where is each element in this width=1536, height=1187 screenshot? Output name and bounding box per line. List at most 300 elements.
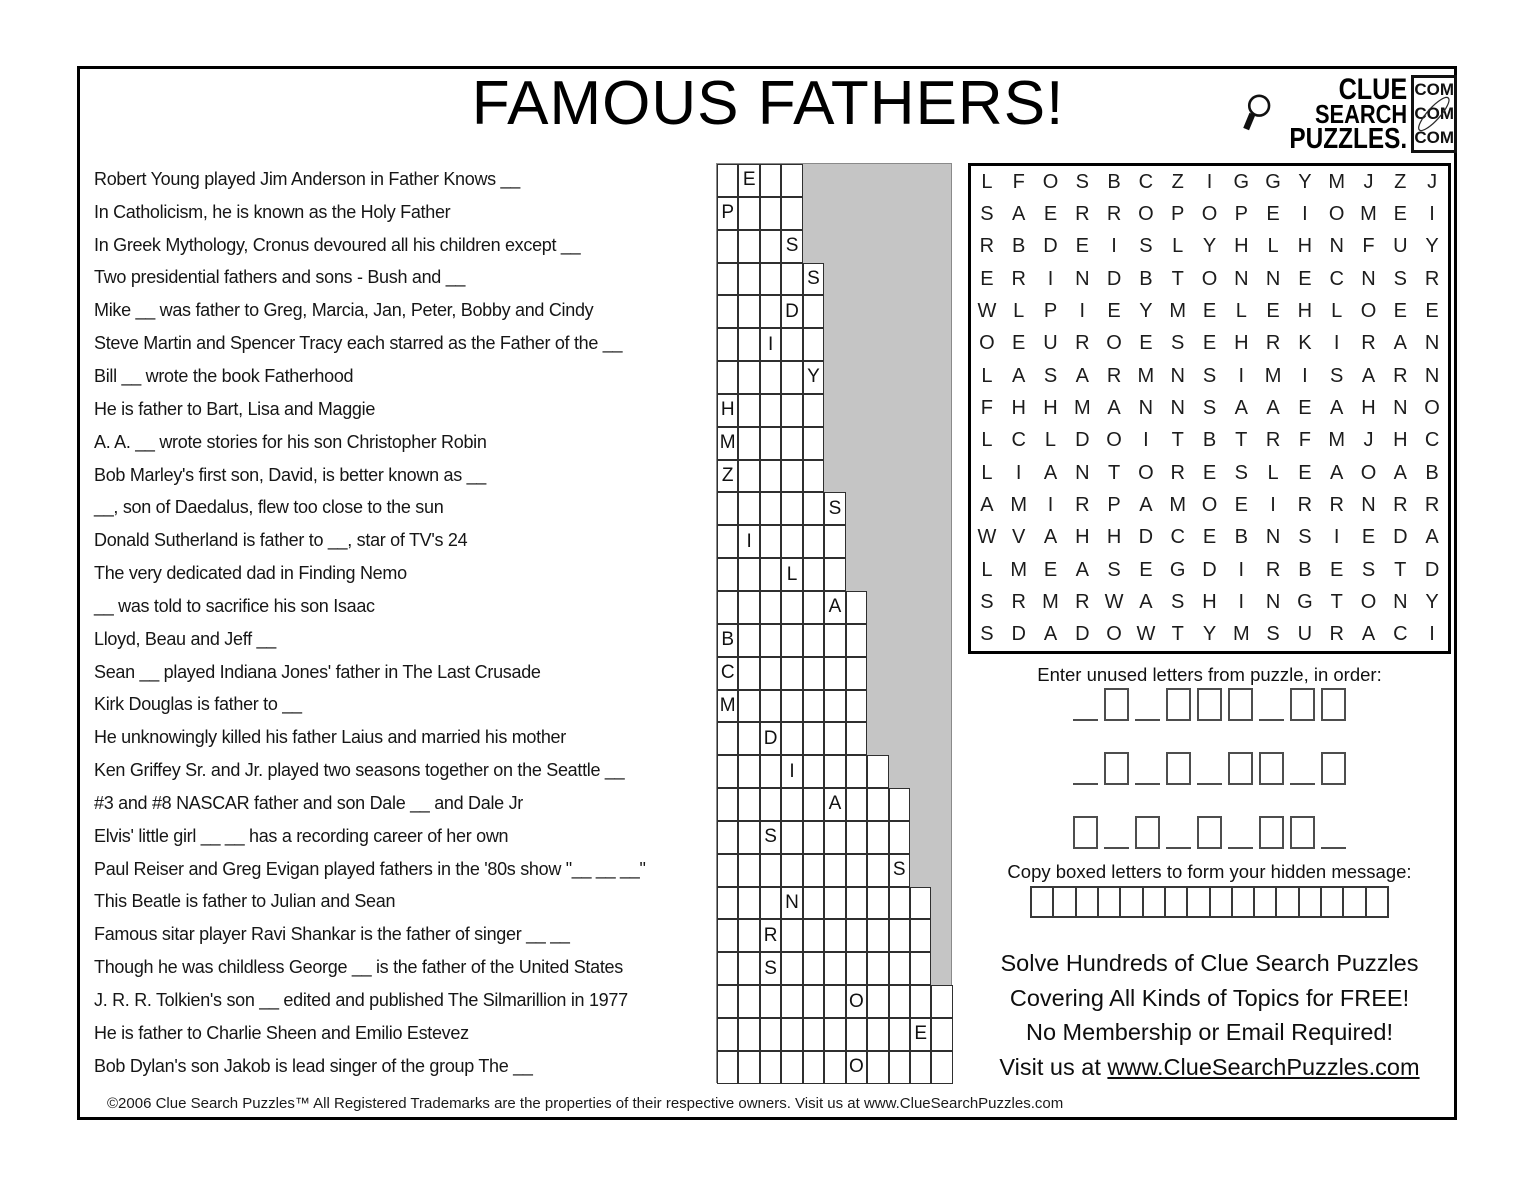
wordsearch-grid	[968, 163, 1451, 654]
crossword-cell	[803, 985, 824, 1018]
crossword-cell	[760, 197, 781, 230]
crossword-cell	[738, 952, 759, 985]
wordsearch-letter: A	[1075, 558, 1089, 581]
clue-text: Famous sitar player Ravi Shankar is the father of singer __ __	[94, 924, 570, 945]
crossword-cell	[803, 525, 824, 558]
crossword-cell	[803, 427, 824, 460]
wordsearch-letter: F	[980, 396, 993, 419]
crossword-cell	[760, 591, 781, 624]
crossword-cell	[867, 952, 888, 985]
wordsearch-letter: J	[1427, 170, 1438, 193]
letter-box	[1104, 688, 1129, 721]
crossword-cell	[867, 755, 888, 788]
clue-text: Elvis' little girl __ __ has a recording career of her own	[94, 825, 509, 846]
logo-com-letter: C	[1414, 128, 1427, 147]
crossword-cell	[760, 887, 781, 920]
wordsearch-letter: E	[1266, 202, 1280, 225]
crossword-cell	[803, 1051, 824, 1084]
logo-com-letter: O	[1426, 80, 1440, 99]
wordsearch-letter: N	[1170, 364, 1185, 387]
wordsearch-letter: L	[981, 461, 993, 484]
wordsearch-letter: S	[1361, 558, 1376, 581]
wordsearch-letter: H	[1393, 429, 1408, 452]
wordsearch-letter: A	[1012, 364, 1026, 387]
wordsearch-letter: I	[1111, 235, 1117, 258]
wordsearch-letter: T	[1235, 429, 1248, 452]
crossword-cell	[846, 952, 867, 985]
wordsearch-letter: O	[1424, 396, 1440, 419]
wordsearch-letter: N	[1393, 590, 1408, 613]
wordsearch-letter: Y	[1298, 170, 1312, 193]
wordsearch-letter: T	[1171, 429, 1184, 452]
crossword-row	[717, 624, 951, 657]
wordsearch-letter: E	[980, 267, 994, 290]
crossword-cell	[760, 558, 781, 591]
wordsearch-letter: A	[1043, 623, 1058, 646]
wordsearch-letter: C	[1170, 526, 1185, 549]
wordsearch-letter: W	[1104, 590, 1124, 613]
crossword-cell	[717, 591, 738, 624]
clue-text: Mike __ was father to Greg, Marcia, Jan, Peter, Bobby and Cindy	[94, 300, 594, 321]
wordsearch-letter: W	[1136, 623, 1156, 646]
wordsearch-letter: L	[1267, 461, 1279, 484]
wordsearch-letter: N	[1234, 267, 1249, 290]
wordsearch-letter: N	[1075, 267, 1090, 290]
hidden-message-box	[1030, 886, 1054, 918]
wordsearch-letter: A	[1234, 396, 1248, 419]
clue-text: Two presidential fathers and sons - Bush and __	[94, 267, 466, 288]
crossword-cell	[760, 230, 781, 263]
crossword-cell: Y	[803, 361, 824, 394]
crossword-row	[717, 361, 951, 394]
crossword-cell	[738, 788, 759, 821]
wordsearch-letter: D	[1393, 526, 1408, 549]
crossword-cell	[803, 854, 824, 887]
crossword-cell	[846, 887, 867, 920]
logo-com-letter: C	[1414, 104, 1427, 123]
clue-text: __, son of Daedalus, flew too close to the sun	[94, 497, 444, 518]
crossword-cell	[781, 197, 802, 230]
crossword-row	[717, 755, 951, 788]
wordsearch-letter: H	[1011, 396, 1026, 419]
wordsearch-letter: I	[1238, 558, 1245, 581]
crossword-cell	[889, 919, 910, 952]
clue-text: __ was told to sacrifice his son Isaac	[94, 595, 375, 616]
crossword-row	[717, 821, 951, 854]
crossword-cell	[803, 558, 824, 591]
wordsearch-letter: H	[1106, 526, 1122, 549]
wordsearch-letter: N	[1265, 267, 1281, 290]
crossword-cell: M	[717, 427, 738, 460]
wordsearch-letter: A	[1330, 396, 1344, 419]
crossword-cell	[867, 854, 888, 887]
wordsearch-letter: O	[1328, 202, 1345, 225]
crossword-cell	[803, 690, 824, 723]
crossword-cell	[717, 295, 738, 328]
wordsearch-letter: S	[1202, 364, 1217, 387]
wordsearch-letter: N	[1075, 461, 1090, 484]
crossword-cell	[803, 624, 824, 657]
wordsearch-letter: R	[979, 235, 995, 258]
logo-com-letter: C	[1414, 80, 1427, 99]
crossword-row	[717, 394, 951, 427]
wordsearch-letter: E	[1202, 299, 1217, 322]
letter-box	[1135, 816, 1160, 849]
letter-blank	[1073, 752, 1098, 785]
crossword-cell	[738, 887, 759, 920]
crossword-cell	[717, 492, 738, 525]
wordsearch-letter: A	[1330, 461, 1344, 484]
wordsearch-letter: E	[1393, 202, 1407, 225]
wordsearch-letter: O	[979, 332, 995, 355]
wordsearch-letter: L	[981, 429, 993, 452]
wordsearch-letter: R	[1075, 493, 1090, 516]
crossword-cell	[824, 1051, 845, 1084]
wordsearch-letter: C	[1393, 623, 1408, 646]
crossword-cell	[781, 427, 802, 460]
wordsearch-letter: S	[980, 623, 994, 646]
crossword-cell	[824, 887, 845, 920]
wordsearch-letter: A	[1043, 461, 1058, 484]
crossword-cell	[738, 1051, 759, 1084]
crossword-cell	[760, 394, 781, 427]
promo-visit-line	[953, 1050, 1466, 1085]
clue-search-puzzles-logo	[1243, 72, 1457, 156]
crossword-cell	[824, 985, 845, 1018]
wordsearch-letter: O	[1106, 623, 1122, 646]
clue-text: He unknowingly killed his father Laius and married his mother	[94, 727, 566, 748]
crossword-cell	[889, 821, 910, 854]
wordsearch-letter: I	[1238, 590, 1245, 613]
wordsearch-letter: R	[1106, 202, 1122, 225]
wordsearch-letter: S	[1043, 364, 1058, 387]
clue-text: J. R. R. Tolkien's son __ edited and published The Silmarillion in 1977	[94, 990, 628, 1011]
crossword-cell	[889, 985, 910, 1018]
wordsearch-letter: S	[1393, 267, 1407, 290]
wordsearch-letter: R	[1393, 364, 1408, 387]
crossword-cell	[738, 230, 759, 263]
crossword-cell	[867, 919, 888, 952]
wordsearch-letter: G	[1297, 590, 1313, 613]
word-circle-icon	[1414, 78, 1454, 150]
wordsearch-letter: A	[1393, 332, 1407, 355]
wordsearch-letter: E	[1012, 332, 1026, 355]
crossword-cell	[760, 1051, 781, 1084]
crossword-cell	[738, 361, 759, 394]
letter-box	[1321, 752, 1346, 785]
clue-text: Kirk Douglas is father to __	[94, 694, 302, 715]
wordsearch-letter: A	[1075, 364, 1089, 387]
wordsearch-letter: B	[1012, 235, 1026, 258]
wordsearch-letter: N	[1265, 590, 1281, 613]
wordsearch-letter: N	[1361, 267, 1376, 290]
letter-box	[1321, 688, 1346, 721]
crossword-row	[717, 427, 951, 460]
wordsearch-letter: P	[1234, 202, 1248, 225]
hidden-message-box	[1298, 886, 1322, 918]
crossword-cell	[760, 1018, 781, 1051]
crossword-cell: S	[824, 492, 845, 525]
promo-block	[953, 946, 1466, 1084]
wordsearch-letter: E	[1266, 299, 1280, 322]
wordsearch-letter: Y	[1139, 299, 1153, 322]
wordsearch-letter: D	[1043, 235, 1058, 258]
crossword-row	[717, 657, 951, 690]
hidden-message-box	[1164, 886, 1188, 918]
unused-slot-row	[968, 688, 1451, 721]
crossword-cell	[781, 164, 802, 197]
wordsearch-letter: Y	[1202, 623, 1217, 646]
clue-text: A. A. __ wrote stories for his son Christopher Robin	[94, 431, 487, 452]
wordsearch-letter: O	[1201, 202, 1218, 225]
wordsearch-letter: E	[1202, 526, 1217, 549]
wordsearch-letter: N	[1424, 364, 1440, 387]
clue-text: #3 and #8 NASCAR father and son Dale __ and Dale Jr	[94, 792, 523, 813]
crossword-cell	[738, 460, 759, 493]
promo-visit-link[interactable]: www.ClueSearchPuzzles.com	[1107, 1053, 1420, 1080]
wordsearch-letter: I	[1302, 202, 1308, 225]
wordsearch-letter: J	[1363, 170, 1374, 193]
wordsearch-letter: D	[1106, 267, 1122, 290]
wordsearch-letter: B	[1425, 461, 1439, 484]
crossword-cell	[824, 1018, 845, 1051]
crossword-cell	[867, 985, 888, 1018]
crossword-cell	[760, 460, 781, 493]
letter-blank	[1228, 816, 1253, 849]
crossword-cell	[846, 624, 867, 657]
letter-box	[1197, 688, 1222, 721]
crossword-cell	[824, 624, 845, 657]
crossword-cell	[738, 591, 759, 624]
wordsearch-letter: R	[1170, 461, 1185, 484]
crossword-cell	[803, 821, 824, 854]
wordsearch-letter: A	[1361, 623, 1376, 646]
crossword-cell	[760, 985, 781, 1018]
crossword-cell	[760, 263, 781, 296]
crossword-cell	[803, 755, 824, 788]
wordsearch-letter: M	[1042, 590, 1059, 613]
crossword-cell	[781, 591, 802, 624]
crossword-cell	[867, 1051, 888, 1084]
wordsearch-letter: I	[1047, 267, 1054, 290]
wordsearch-letter: M	[1137, 364, 1155, 387]
wordsearch-letter: C	[1011, 429, 1026, 452]
crossword-cell	[781, 624, 802, 657]
hidden-message-instruction: Copy boxed letters to form your hidden message:	[1007, 861, 1412, 882]
crossword-cell	[781, 263, 802, 296]
wordsearch-letter: N	[1393, 396, 1408, 419]
letter-blank	[1259, 688, 1284, 721]
crossword-cell: S	[760, 952, 781, 985]
wordsearch-letter: T	[1171, 267, 1184, 290]
logo-com-letter: O	[1426, 128, 1440, 147]
wordsearch-letter: R	[1106, 364, 1122, 387]
crossword-cell	[803, 591, 824, 624]
crossword-cell	[781, 788, 802, 821]
crossword-cell	[846, 755, 867, 788]
crossword-cell	[803, 1018, 824, 1051]
wordsearch-letter: R	[1329, 623, 1344, 646]
wordsearch-letter: R	[1393, 493, 1408, 516]
clue-text: Robert Young played Jim Anderson in Father Knows __	[94, 168, 520, 189]
crossword-row	[717, 985, 951, 1018]
wordsearch-letter: G	[1233, 170, 1250, 193]
crossword-cell	[760, 690, 781, 723]
crossword-cell	[738, 821, 759, 854]
crossword-cell: S	[803, 263, 824, 296]
wordsearch-letter: D	[1011, 623, 1026, 646]
wordsearch-letter: A	[1012, 202, 1026, 225]
crossword-cell: L	[781, 558, 802, 591]
crossword-cell	[781, 919, 802, 952]
hidden-message-box	[1320, 886, 1344, 918]
wordsearch-letter: L	[1172, 235, 1184, 258]
crossword-cell	[846, 690, 867, 723]
promo-visit-prefix: Visit us at	[999, 1053, 1108, 1080]
wordsearch-letter: I	[1302, 364, 1308, 387]
wordsearch-letter: R	[1075, 590, 1090, 613]
wordsearch-letter: J	[1363, 429, 1374, 452]
wordsearch-letter: T	[1107, 461, 1121, 484]
wordsearch-letter: N	[1138, 396, 1154, 419]
crossword-cell	[931, 1051, 952, 1084]
crossword-cell	[781, 492, 802, 525]
crossword-cell: N	[781, 887, 802, 920]
hidden-message-box	[1052, 886, 1076, 918]
crossword-cell	[717, 361, 738, 394]
wordsearch-letter: O	[1360, 299, 1377, 322]
letter-blank	[1321, 816, 1346, 849]
crossword-row	[717, 295, 951, 328]
hidden-message-box	[1275, 886, 1299, 918]
wordsearch-letter: Y	[1425, 235, 1439, 258]
crossword-cell	[717, 230, 738, 263]
wordsearch-letter: D	[1075, 623, 1090, 646]
wordsearch-letter: N	[1329, 235, 1344, 258]
wordsearch-letter: I	[1238, 364, 1245, 387]
clue-text: He is father to Bart, Lisa and Maggie	[94, 398, 376, 419]
crossword-cell	[717, 887, 738, 920]
crossword-cell	[803, 722, 824, 755]
crossword-cell	[781, 854, 802, 887]
wordsearch-letter: R	[1075, 332, 1090, 355]
crossword-cell	[824, 525, 845, 558]
wordsearch-letter: W	[977, 526, 997, 549]
wordsearch-letter: O	[1360, 590, 1377, 613]
crossword-row	[717, 164, 951, 197]
wordsearch-letter: B	[1298, 558, 1312, 581]
hidden-message-box	[1097, 886, 1121, 918]
hidden-message-box	[1186, 886, 1210, 918]
wordsearch-letter: R	[1424, 493, 1440, 516]
logo-line-clue: CLUE	[1338, 72, 1408, 106]
wordsearch-letter: E	[1298, 461, 1312, 484]
wordsearch-letter: A	[1425, 526, 1439, 549]
hidden-message-box	[1253, 886, 1277, 918]
crossword-cell: D	[781, 295, 802, 328]
crossword-cell	[803, 919, 824, 952]
crossword-cell	[931, 985, 952, 1018]
crossword-cell	[738, 624, 759, 657]
wordsearch-letter: P	[1107, 493, 1121, 516]
crossword-cell	[717, 952, 738, 985]
crossword-cell	[717, 919, 738, 952]
page-title: FAMOUS FATHERS!	[471, 69, 1065, 138]
crossword-cell	[781, 821, 802, 854]
letter-box	[1166, 752, 1191, 785]
crossword-cell	[738, 690, 759, 723]
wordsearch-letter: A	[1139, 590, 1153, 613]
letter-box	[1259, 752, 1284, 785]
crossword-cell: A	[824, 591, 845, 624]
crossword-cell	[910, 887, 931, 920]
wordsearch-letter: L	[1331, 299, 1343, 322]
clue-text: Steve Martin and Spencer Tracy each starred as the Father of the __	[94, 333, 623, 354]
wordsearch-letter: L	[1044, 429, 1057, 452]
crossword-cell	[738, 263, 759, 296]
wordsearch-letter: G	[1265, 170, 1281, 193]
wordsearch-letter: Y	[1202, 235, 1217, 258]
crossword-cell	[717, 755, 738, 788]
crossword-cell	[760, 657, 781, 690]
wordsearch-letter: E	[1393, 299, 1407, 322]
crossword-cell	[824, 690, 845, 723]
wordsearch-letter: M	[1360, 202, 1377, 225]
wordsearch-letter: S	[980, 202, 994, 225]
wordsearch-letter: N	[1361, 493, 1376, 516]
wordsearch-letter: U	[1297, 623, 1313, 646]
crossword-row	[717, 1051, 951, 1084]
crossword-cell	[846, 722, 867, 755]
crossword-cell	[889, 1051, 910, 1084]
crossword-cell: O	[846, 1051, 867, 1084]
crossword-cell	[867, 788, 888, 821]
crossword-row	[717, 460, 951, 493]
crossword-cell: O	[846, 985, 867, 1018]
crossword-row	[717, 492, 951, 525]
crossword-cell	[738, 492, 759, 525]
wordsearch-letter: M	[1073, 396, 1091, 419]
crossword-cell	[781, 722, 802, 755]
crossword-cell	[846, 821, 867, 854]
wordsearch-letter: L	[981, 558, 993, 581]
wordsearch-letter: P	[1171, 202, 1185, 225]
letter-blank	[1073, 688, 1098, 721]
wordsearch-letter: S	[1075, 170, 1089, 193]
clue-text: Donald Sutherland is father to __, star of TV's 24	[94, 530, 468, 551]
wordsearch-letter: S	[1139, 235, 1153, 258]
crossword-cell	[738, 1018, 759, 1051]
wordsearch-letter: Z	[1171, 170, 1184, 193]
crossword-cell	[738, 394, 759, 427]
wordsearch-letter: Y	[1425, 590, 1439, 613]
clue-list	[94, 163, 646, 1083]
clue-text: Bob Dylan's son Jakob is lead singer of the group The __	[94, 1055, 533, 1076]
wordsearch-letter: F	[1362, 235, 1375, 258]
crossword-cell	[760, 854, 781, 887]
wordsearch-letter: M	[1010, 493, 1028, 516]
logo-com-box	[1411, 75, 1457, 153]
letter-box	[1290, 816, 1315, 849]
crossword-cell	[910, 1051, 931, 1084]
promo-line-2: Covering All Kinds of Topics for FREE!	[1009, 984, 1410, 1011]
crossword-cell	[824, 558, 845, 591]
crossword-row	[717, 722, 951, 755]
hidden-message-box	[1231, 886, 1255, 918]
wordsearch-letter: E	[1298, 396, 1312, 419]
wordsearch-letter: H	[1361, 396, 1376, 419]
crossword-cell	[824, 657, 845, 690]
